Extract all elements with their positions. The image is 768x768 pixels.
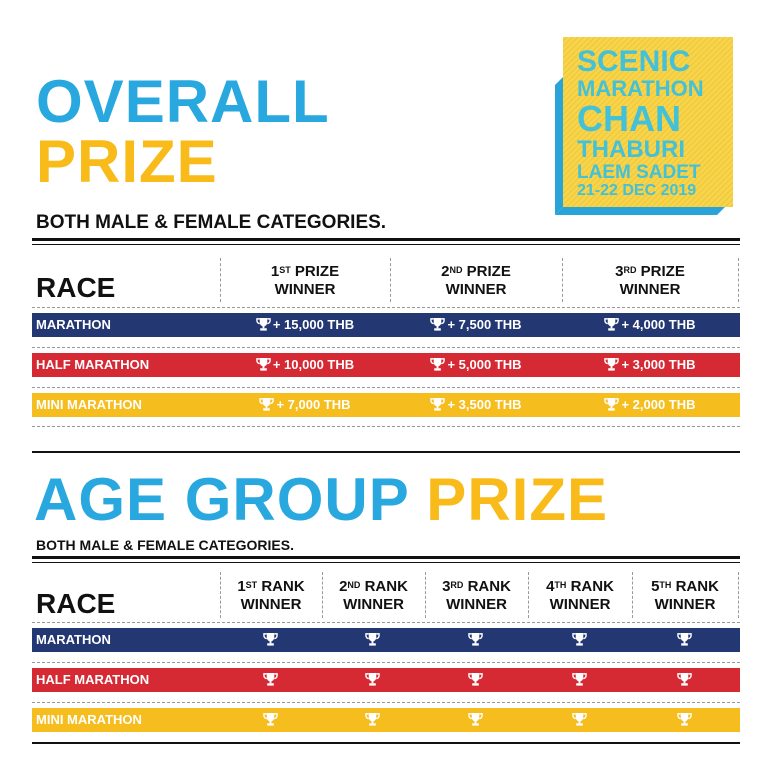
- logo-line: 21-22 DEC 2019: [577, 182, 697, 199]
- age-race-header: RACE: [36, 588, 116, 619]
- age-group-title-part2: PRIZE: [426, 466, 608, 533]
- ordinal-suffix: ST: [245, 580, 258, 590]
- trophy-icon: [430, 357, 445, 372]
- prize-amount: + 4,000 THB: [621, 317, 696, 332]
- column-divider: [738, 572, 739, 618]
- column-line2: WINNER: [445, 281, 507, 298]
- age-row: [32, 708, 740, 732]
- column-line2: WINNER: [446, 596, 507, 613]
- trophy-cell: [322, 668, 425, 692]
- column-line2: WINNER: [240, 596, 302, 613]
- age-column-header-3: [425, 578, 528, 614]
- ordinal-number: 1: [270, 263, 280, 280]
- overall-title-line2: PRIZE: [36, 128, 218, 195]
- race-label: MARATHON: [36, 317, 111, 332]
- ordinal-number: 4: [546, 578, 555, 595]
- column-divider: [528, 572, 529, 618]
- ordinal-suffix: ND: [347, 580, 361, 590]
- trophy-cell: [632, 708, 738, 732]
- prize-amount: + 10,000 THB: [272, 357, 355, 372]
- column-divider: [322, 572, 323, 618]
- ordinal-number: 2: [441, 263, 450, 280]
- column-divider: [425, 572, 426, 618]
- column-divider: [738, 258, 739, 302]
- column-divider: [220, 258, 221, 302]
- trophy-icon: [468, 712, 483, 727]
- trophy-cell: [322, 708, 425, 732]
- row-divider: [32, 702, 740, 703]
- prize-cell: [562, 353, 738, 377]
- trophy-cell: [425, 628, 528, 652]
- overall-top-rule-thin: [32, 244, 740, 245]
- overall-row: [32, 353, 740, 377]
- prize-cell: [562, 393, 738, 417]
- trophy-cell: [322, 628, 425, 652]
- overall-row: [32, 393, 740, 417]
- ordinal-number: 5: [651, 578, 660, 595]
- row-divider: [32, 307, 740, 308]
- ordinal-suffix: RD: [623, 265, 637, 275]
- age-bottom-rule: [32, 742, 740, 744]
- column-line2: WINNER: [549, 596, 611, 613]
- prize-cell: [220, 393, 390, 417]
- age-column-header-4: [528, 578, 632, 614]
- row-divider: [32, 347, 740, 348]
- column-divider: [390, 258, 391, 302]
- logo-line: THABURI: [577, 136, 685, 163]
- age-row: [32, 628, 740, 652]
- prize-cell: [220, 353, 390, 377]
- trophy-icon: [256, 317, 271, 332]
- trophy-icon: [468, 632, 483, 647]
- trophy-icon: [365, 632, 380, 647]
- trophy-cell: [528, 668, 632, 692]
- overall-title-line1: OVERALL: [36, 68, 330, 135]
- prize-amount: + 5,000 THB: [447, 357, 522, 372]
- prize-amount: + 7,500 THB: [447, 317, 522, 332]
- row-divider: [32, 622, 740, 623]
- race-label: HALF MARATHON: [36, 357, 150, 372]
- age-group-subtitle: BOTH MALE & FEMALE CATEGORIES.: [36, 537, 294, 553]
- overall-subtitle: BOTH MALE & FEMALE CATEGORIES.: [36, 212, 387, 233]
- age-group-title-part1: AGE GROUP: [34, 466, 409, 533]
- prize-amount: + 2,000 THB: [621, 397, 696, 412]
- age-group-title: [34, 466, 608, 533]
- logo-line: CHAN: [577, 98, 681, 139]
- column-word: PRIZE: [462, 263, 511, 280]
- overall-race-header: RACE: [36, 272, 116, 303]
- race-label: MARATHON: [36, 632, 111, 647]
- prize-amount: + 3,000 THB: [621, 357, 696, 372]
- trophy-icon: [572, 672, 587, 687]
- trophy-icon: [259, 397, 274, 412]
- prize-cell: [220, 313, 390, 337]
- prize-cell: [390, 353, 562, 377]
- column-word: RANK: [257, 578, 305, 595]
- row-divider: [32, 387, 740, 388]
- trophy-cell: [632, 668, 738, 692]
- prize-cell: [562, 313, 738, 337]
- age-column-header-2: [322, 578, 425, 614]
- trophy-icon: [572, 632, 587, 647]
- age-column-header-5: [632, 578, 738, 614]
- trophy-icon: [468, 672, 483, 687]
- section-divider: [32, 451, 740, 453]
- trophy-icon: [604, 317, 619, 332]
- trophy-icon: [256, 357, 271, 372]
- trophy-icon: [677, 672, 692, 687]
- column-divider: [632, 572, 633, 618]
- ordinal-number: 1: [237, 578, 246, 595]
- row-divider: [32, 662, 740, 663]
- prize-amount: + 7,000 THB: [276, 397, 351, 412]
- trophy-icon: [365, 712, 380, 727]
- ordinal-number: 2: [339, 578, 348, 595]
- column-word: RANK: [360, 578, 408, 595]
- ordinal-suffix: RD: [450, 580, 464, 590]
- ordinal-number: 3: [442, 578, 451, 595]
- column-word: PRIZE: [290, 263, 340, 280]
- trophy-icon: [572, 712, 587, 727]
- overall-column-header-2: [390, 263, 562, 299]
- overall-top-rule: [32, 238, 740, 241]
- logo-line: SCENIC: [577, 45, 691, 78]
- trophy-cell: [425, 668, 528, 692]
- prize-cell: [390, 313, 562, 337]
- trophy-cell: [425, 708, 528, 732]
- overall-column-header-3: [562, 263, 738, 299]
- trophy-icon: [263, 712, 278, 727]
- trophy-cell: [220, 708, 322, 732]
- column-line2: WINNER: [619, 281, 681, 298]
- column-line2: WINNER: [343, 596, 404, 613]
- trophy-cell: [632, 628, 738, 652]
- column-divider: [562, 258, 563, 302]
- trophy-icon: [677, 632, 692, 647]
- overall-bottom-divider: [32, 426, 740, 427]
- column-word: RANK: [566, 578, 614, 595]
- trophy-icon: [430, 397, 445, 412]
- ordinal-suffix: TH: [554, 580, 567, 590]
- trophy-cell: [528, 708, 632, 732]
- race-label: MINI MARATHON: [36, 397, 142, 412]
- logo-line: LAEM SADET: [577, 162, 701, 183]
- logo-line: MARATHON: [577, 76, 704, 101]
- trophy-icon: [430, 317, 445, 332]
- column-word: PRIZE: [636, 263, 685, 280]
- column-line2: WINNER: [654, 596, 716, 613]
- race-label: MINI MARATHON: [36, 712, 142, 727]
- ordinal-number: 3: [615, 263, 624, 280]
- age-column-header-1: [220, 578, 322, 614]
- ordinal-suffix: TH: [659, 580, 672, 590]
- trophy-cell: [220, 668, 322, 692]
- column-line2: WINNER: [274, 281, 336, 298]
- column-word: RANK: [463, 578, 511, 595]
- age-row: [32, 668, 740, 692]
- trophy-icon: [604, 357, 619, 372]
- trophy-cell: [528, 628, 632, 652]
- trophy-cell: [220, 628, 322, 652]
- ordinal-suffix: ND: [449, 265, 463, 275]
- event-logo: [555, 37, 733, 215]
- trophy-icon: [604, 397, 619, 412]
- trophy-icon: [365, 672, 380, 687]
- prize-cell: [390, 393, 562, 417]
- age-top-rule-thin: [32, 562, 740, 563]
- column-divider: [220, 572, 221, 618]
- column-word: RANK: [671, 578, 719, 595]
- prize-amount: + 15,000 THB: [272, 317, 355, 332]
- race-label: HALF MARATHON: [36, 672, 150, 687]
- trophy-icon: [263, 672, 278, 687]
- trophy-icon: [263, 632, 278, 647]
- overall-row: [32, 313, 740, 337]
- trophy-icon: [677, 712, 692, 727]
- overall-column-header-1: [220, 263, 390, 299]
- ordinal-suffix: ST: [279, 265, 291, 275]
- prize-amount: + 3,500 THB: [447, 397, 522, 412]
- age-top-rule: [32, 556, 740, 559]
